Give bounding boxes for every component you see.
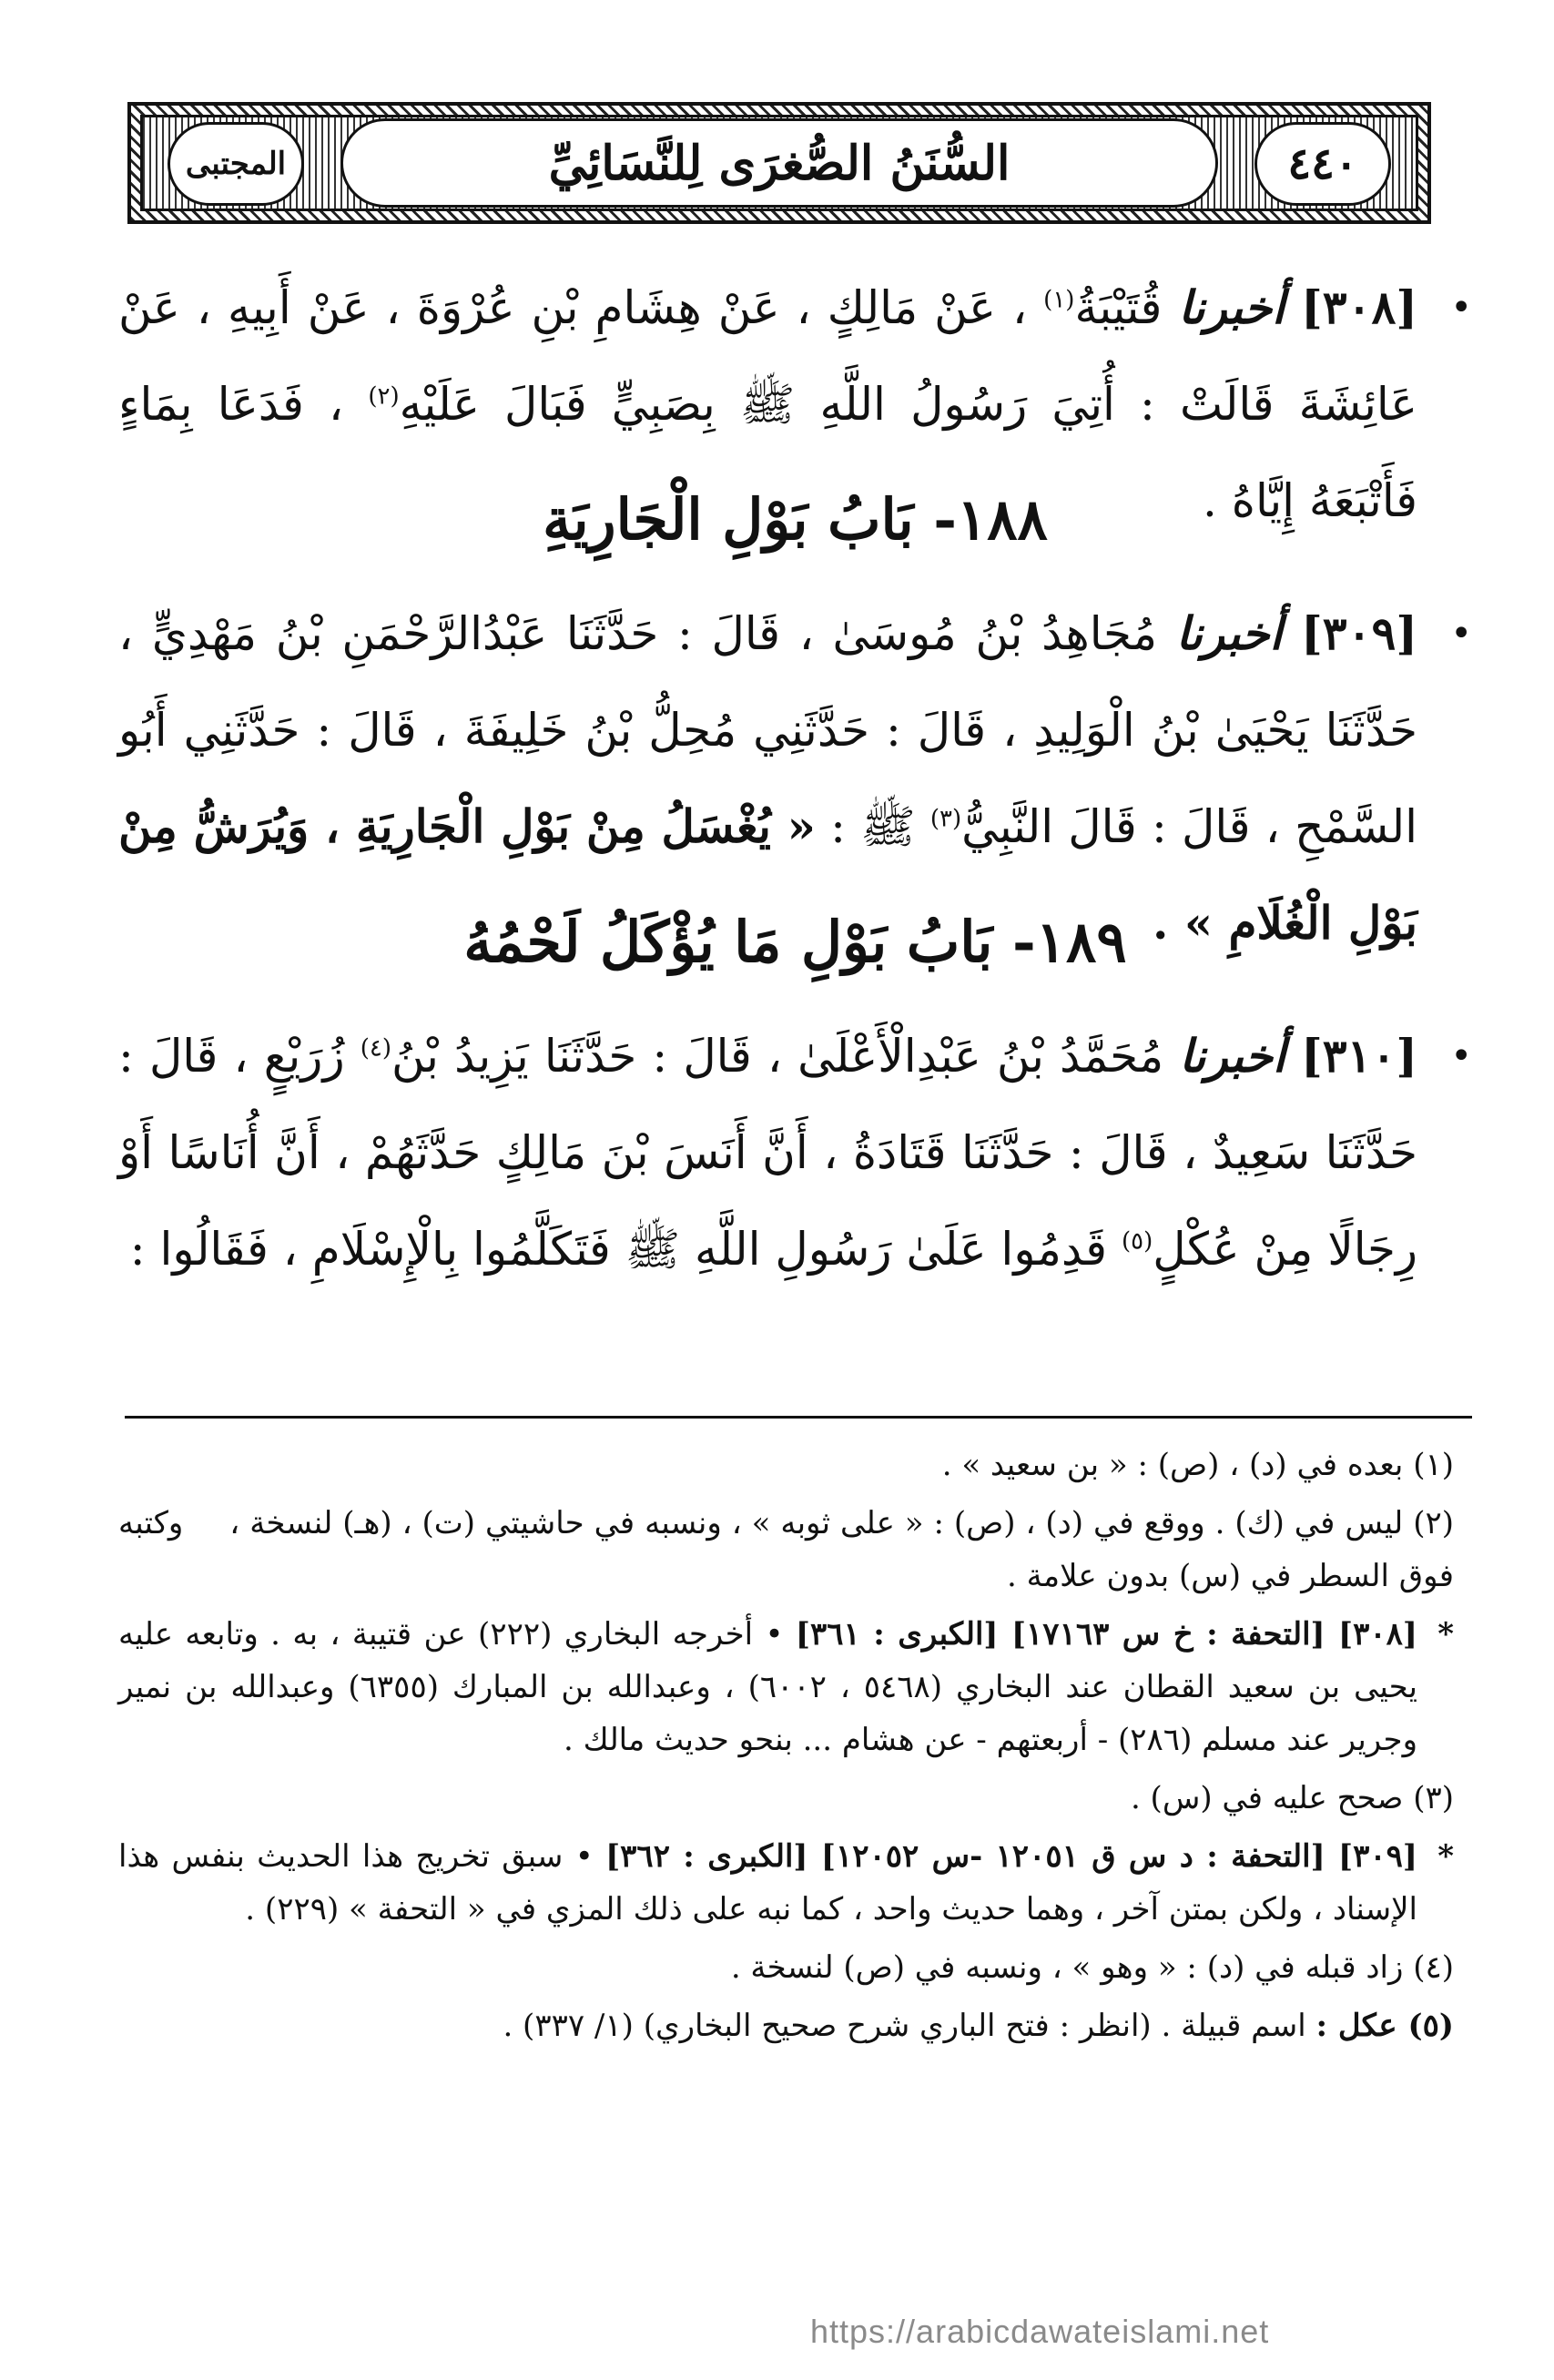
book-title: السُّنَنُ الصُّغرَى لِلنَّسَائِيِّ [548,135,1011,191]
hadith-text: ، عَنْ مَالِكٍ ، عَنْ هِشَامِ بْنِ عُرْوَةَ ، عَنْ أَبِيهِ ، عَنْ عَائِشَةَ قَالَتْ : أُتِيَ رَسُولُ اللَّهِ ﷺ بِصَبِيٍّ فَبَالَ عَلَيْهِ [118,281,1418,431]
hadith-text: زُرَيْعٍ ، قَالَ : حَدَّثَنَا سَعِيدٌ ، قَالَ : حَدَّثَنَا قَتَادَةُ ، أَنَّ أَنَسَ بْنَ مَالِكٍ حَدَّثَهُمْ ، أَنَّ أُنَاسًا أَوْ رِجَالًا مِنْ عُكْلٍ [118,1030,1417,1276]
footnote-ref: (٥) [1121,1227,1153,1256]
akhbarana-word: أخبرنا [1179,1029,1285,1083]
takhrij-reference: [٣٠٨] [التحفة : خ س ١٧١٦٣] [الكبرى : ٣٦١] [795,1616,1418,1653]
watermark-url: https://arabicdawateislami.net [810,2313,1270,2350]
footnote-text: وكتبه فوق السطر في (س) بدون علامة . [118,1505,1454,1594]
bullet-icon: • [1450,1035,1472,1077]
series-name: المجتبى [185,146,287,182]
page-header [127,102,1431,224]
footnote-text: اسم قبيلة . (انظر : فتح الباري شرح صحيح البخاري) (١/ ٣٣٧) . [503,2008,1316,2044]
takhrij-text: • سبق تخريج هذا الحديث بنفس هذا الإسناد ، ولكن بمتن آخر ، وهما حديث واحد ، كما نبه على ذلك المزي في « التحفة » (٢٢٩) . [118,1838,1417,1927]
hadith-text: ، فَدَعَا بِمَاءٍ فَأَتْبَعَهُ إِيَّاهُ . [118,378,1417,527]
footnotes-section [118,1439,1454,2058]
hadith-number: [٣٠٩] [1301,606,1417,660]
hadith-number: [٣١٠] [1301,1029,1417,1083]
main-text [118,259,1472,1297]
footnote-text: (٢) ليس في (ك) . ووقع في (د) ، (ص) : « على ثوبه » ، ونسبه في حاشيتي (ت) ، (هـ) لنسخة ، [229,1505,1455,1541]
footnote-1: (١) بعده في (د) ، (ص) : « بن سعيد » . [941,1447,1454,1483]
hadith-text: قُتَيْبَةُ [1074,281,1179,334]
hadith-number: [٣٠٨] [1301,280,1417,334]
takhrij-text: • أخرجه البخاري (٢٢٢) عن قتيبة ، به . وتابعه عليه يحيى بن سعيد القطان عند البخاري (٥٤٦٨ ، ٦٠٠٢) ، وعبدالله بن المبارك (٦٣٥٥) وعبدالله بن نمير وجرير عند مسلم (٢٨٦) - أربعتهم - عن هشام ... بنحو حديث مالك . [118,1616,1418,1758]
footnote-ref: (٤) [360,1034,391,1063]
page-number-badge [1254,122,1391,206]
footnote-3: (٣) صحح عليه في (س) . [1130,1780,1454,1816]
chapter-heading-189: ١٨٩- بَابُ بَوْلِ مَا يُؤْكَلُ لَحْمُهُ [463,909,1127,975]
prophet-words: « يُغْسَلُ مِنْ بَوْلِ الْجَارِيَةِ ، وَيُرَشُّ مِنْ بَوْلِ الْغُلَامِ » . [118,799,1417,950]
footnote-label: (٥) عكل : [1315,2008,1454,2044]
hadith-text: ﷺ : [815,800,930,853]
footnote-divider [125,1416,1472,1419]
akhbarana-word: أخبرنا [1178,280,1285,334]
takhrij-308 [118,1608,1454,1766]
series-badge [168,122,304,206]
page-number: ٤٤٠ [1287,138,1358,189]
hadith-310 [118,1008,1472,1297]
akhbarana-word: أخبرنا [1175,606,1283,660]
footnote-5 [118,1999,1454,2052]
bullet-icon: • [1450,613,1472,655]
footnote-ref: (٣) [929,805,962,833]
chapter-heading-188: ١٨٨- بَابُ بَوْلِ الْجَارِيَةِ [543,486,1048,553]
hadith-text: مُحَمَّدُ بْنُ عَبْدِالْأَعْلَىٰ ، قَالَ : حَدَّثَنَا يَزِيدُ بْنُ [391,1030,1180,1083]
title-cartouche [340,118,1218,208]
takhrij-reference: [٣٠٩] [التحفة : د س ق ١٢٠٥١ -س ١٢٠٥٢] [الكبرى : ٣٦٢] [605,1838,1417,1875]
bullet-icon: • [1450,287,1472,329]
star-icon: * [1437,1616,1454,1653]
footnote-4: (٤) زاد قبله في (د) : « وهو » ، ونسبه في (ص) لنسخة . [730,1949,1454,1986]
footnote-ref: (٢) [368,382,400,411]
hadith-text: قَدِمُوا عَلَىٰ رَسُولِ اللَّهِ ﷺ فَتَكَلَّمُوا بِالْإِسْلَامِ ، فَقَالُوا : [129,1223,1122,1276]
footnote-2 [118,1497,1454,1602]
star-icon: * [1437,1838,1454,1875]
footnote-ref: (١) [1043,286,1075,314]
takhrij-309 [118,1830,1454,1936]
hadith-text: مُجَاهِدُ بْنُ مُوسَىٰ ، قَالَ : حَدَّثَنَا عَبْدُالرَّحْمَنِ بْنُ مَهْدِيٍّ ، حَدَّثَنَا يَحْيَىٰ بْنُ الْوَلِيدِ ، قَالَ : حَدَّثَنِي مُحِلُّ بْنُ خَلِيفَةَ ، قَالَ : حَدَّثَنِي أَبُو السَّمْحِ ، قَالَ : قَالَ النَّبِيُّ [118,607,1417,853]
